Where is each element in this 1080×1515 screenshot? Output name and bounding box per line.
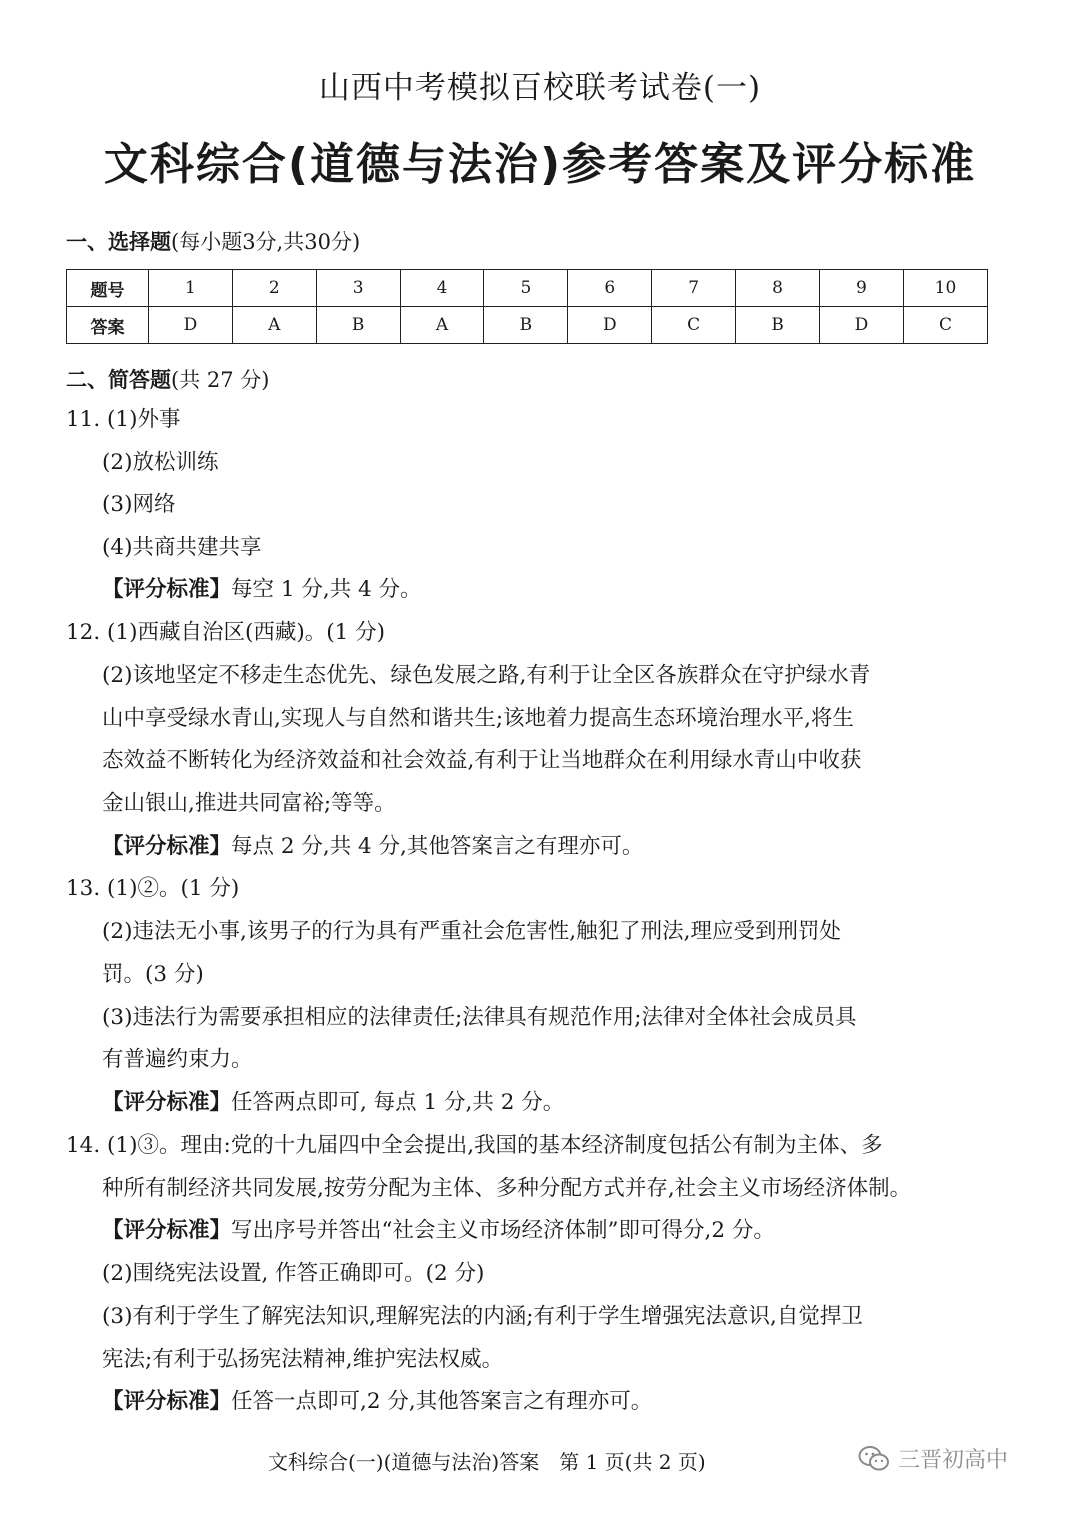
- scoring-text: 任答一点即可,2 分,其他答案言之有理亦可。: [231, 1389, 653, 1414]
- answer-line-13-3b: 有普遍约束力。: [102, 1047, 253, 1072]
- answer-line-11-1: 11. (1)外事: [66, 407, 181, 432]
- scoring-note-12: [102, 833, 643, 861]
- scoring-tag: 【评分标准】: [102, 1090, 232, 1115]
- section-1-note: (每小题3分,共30分): [171, 230, 361, 254]
- answer-line-13-2b: 罚。(3 分): [102, 962, 204, 987]
- scoring-note-13: [102, 1089, 564, 1117]
- answer-line-13-3a: (3)违法行为需要承担相应的法律责任;法律具有规范作用;法律对全体社会成员具: [102, 1005, 857, 1030]
- answer-table-answer-row: [67, 307, 988, 344]
- answer-cell: D: [568, 307, 652, 344]
- scoring-tag: 【评分标准】: [102, 577, 232, 602]
- subtitle: 山西中考模拟百校联考试卷(一): [318, 70, 762, 106]
- answer-cell: C: [652, 307, 736, 344]
- question-number: 4: [400, 270, 484, 307]
- answer-table: [66, 269, 988, 344]
- answer-line-13-2a: (2)违法无小事,该男子的行为具有严重社会危害性,触犯了刑法,理应受到刑罚处: [102, 919, 841, 944]
- scoring-note-14-3: [102, 1388, 652, 1416]
- answer-line-11-2: (2)放松训练: [102, 450, 219, 475]
- question-number: 10: [903, 270, 987, 307]
- scoring-tag: 【评分标准】: [102, 834, 232, 859]
- scoring-text: 任答两点即可, 每点 1 分,共 2 分。: [231, 1090, 565, 1115]
- answer-line-12-2c: 态效益不断转化为经济效益和社会效益,有利于让当地群众在利用绿水青山中收获: [102, 748, 862, 773]
- question-number: 2: [232, 270, 316, 307]
- question-number: 8: [736, 270, 820, 307]
- answer-table-number-row: [67, 270, 988, 307]
- answer-line-14-3b: 宪法;有利于弘扬宪法精神,维护宪法权威。: [102, 1347, 504, 1372]
- question-number: 9: [820, 270, 904, 307]
- answer-line-11-4: (4)共商共建共享: [102, 535, 262, 560]
- answer-line-12-1: 12. (1)西藏自治区(西藏)。(1 分): [66, 620, 386, 645]
- watermark-text: 三晋初高中: [898, 1448, 1009, 1473]
- section-2-note: (共 27 分): [171, 368, 270, 392]
- answer-cell: D: [820, 307, 904, 344]
- scoring-text: 每点 2 分,共 4 分,其他答案言之有理亦可。: [231, 834, 644, 859]
- page-footer: 文科综合(一)(道德与法治)答案 第 1 页(共 2 页): [268, 1450, 706, 1474]
- scoring-text: 每空 1 分,共 4 分。: [231, 577, 422, 602]
- section-2-heading: [66, 364, 269, 394]
- question-number: 6: [568, 270, 652, 307]
- answer-line-14-2: (2)围绕宪法设置, 作答正确即可。(2 分): [102, 1261, 485, 1286]
- scoring-text: 写出序号并答出“社会主义市场经济体制”即可得分,2 分。: [231, 1218, 775, 1243]
- scoring-note-11: [102, 576, 422, 604]
- question-number: 1: [148, 270, 232, 307]
- section-1-title: 一、选择题: [66, 230, 171, 254]
- answer-line-12-2b: 山中享受绿水青山,实现人与自然和谐共生;该地着力提高生态环境治理水平,将生: [102, 706, 854, 731]
- answer-cell: D: [148, 307, 232, 344]
- watermark: [858, 1443, 1008, 1474]
- section-2-title: 二、简答题: [66, 368, 171, 392]
- row-label-answer: 答案: [67, 307, 149, 344]
- scoring-tag: 【评分标准】: [102, 1218, 232, 1243]
- question-number: 7: [652, 270, 736, 307]
- answer-line-12-2d: 金山银山,推进共同富裕;等等。: [102, 791, 396, 816]
- answer-line-14-3a: (3)有利于学生了解宪法知识,理解宪法的内涵;有利于学生增强宪法意识,自觉捍卫: [102, 1304, 863, 1329]
- answer-line-13-1: 13. (1)②。(1 分): [66, 876, 240, 901]
- answer-cell: B: [484, 307, 568, 344]
- answer-line-14-1b: 种所有制经济共同发展,按劳分配为主体、多种分配方式并存,社会主义市场经济体制。: [102, 1176, 912, 1201]
- answer-cell: B: [736, 307, 820, 344]
- scoring-note-14-1: [102, 1217, 775, 1245]
- answer-cell: A: [400, 307, 484, 344]
- answer-cell: A: [232, 307, 316, 344]
- answer-line-12-2a: (2)该地坚定不移走生态优先、绿色发展之路,有利于让全区各族群众在守护绿水青: [102, 663, 871, 688]
- page-title: 文科综合(道德与法治)参考答案及评分标准: [103, 139, 977, 190]
- row-label-number: 题号: [67, 270, 149, 307]
- wechat-icon: [858, 1445, 890, 1473]
- section-1-heading: [66, 226, 360, 256]
- question-number: 3: [316, 270, 400, 307]
- answer-cell: B: [316, 307, 400, 344]
- answer-line-11-3: (3)网络: [102, 492, 176, 517]
- answer-line-14-1a: 14. (1)③。理由:党的十九届四中全会提出,我国的基本经济制度包括公有制为主体、多: [66, 1133, 883, 1158]
- scoring-tag: 【评分标准】: [102, 1389, 232, 1414]
- answer-cell: C: [903, 307, 987, 344]
- question-number: 5: [484, 270, 568, 307]
